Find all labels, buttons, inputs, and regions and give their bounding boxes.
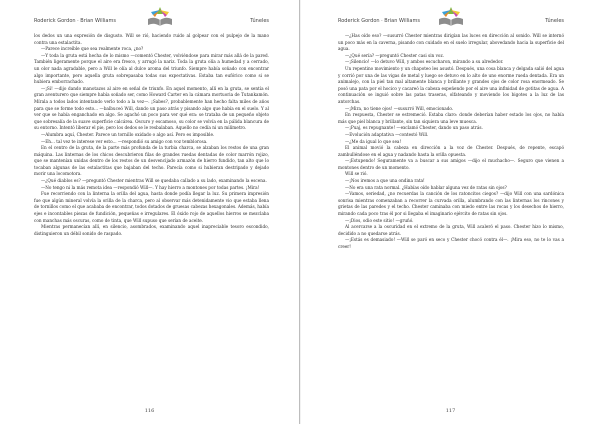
header-author: Roderick Gordon · Brian Williams bbox=[338, 18, 420, 24]
paragraph: —¡Puaj, es repugnante! —exclamó Chester, dando un paso atrás. bbox=[345, 125, 483, 131]
paragraph: —¡Silencio! —lo detuvo Will, y ambos escucharon, mirando a su alrededor. bbox=[345, 59, 504, 65]
paragraph: —¿Qué diablos es? —preguntó Chester mientras Will se quedaba callado a su lado, examinando la escena. bbox=[41, 178, 267, 184]
paragraph: —¿Has oído eso? —susurró Chester mientras dirigían las luces en dirección al sonido. Will se internó un poco más en la caverna, pisando con cuidado en el suelo irregular, abovedando hacia la superficie del agua. bbox=[338, 33, 564, 52]
body-text bbox=[338, 33, 564, 404]
header-title: Túneles bbox=[545, 18, 564, 24]
paragraph: —¡Nos iremos a que una ondina rata! bbox=[345, 178, 425, 184]
header-author: Roderick Gordon · Brian Williams bbox=[34, 18, 116, 24]
right-page bbox=[300, 0, 600, 424]
paragraph: —¡Mira, no tiene ojos! —susurró Will, emocionado. bbox=[345, 105, 454, 111]
page-number: 116 bbox=[144, 408, 155, 414]
paragraph: —¿Qué sería? —preguntó Chester casi sin voz. bbox=[345, 52, 444, 58]
paragraph: El animal movió la cabeza en dirección a la voz de Chester. Después, de repente, escapó zambulléndose en el agua y nadando hasta la orilla opuesta. bbox=[338, 145, 564, 157]
header-title: Túneles bbox=[250, 18, 269, 24]
paragraph: Al acercarse a la oscuridad en el extremo de la gruta, Will acaleró el paso. Chester hizo lo mismo, decidido a no quedarse atrás. bbox=[338, 224, 564, 236]
running-header bbox=[34, 15, 269, 27]
paragraph: —Eh... tal vez te interese ver esto... —respondió su amigo con voz temblorosa. bbox=[41, 138, 208, 144]
paragraph: —Alumbra aquí, Chester. Parece un tornillo oxidado o algo así. Pero es imposible. bbox=[41, 131, 215, 137]
paragraph: —¡Estupendo! Seguramente va a buscar a sus amigos —dijo el muchacho—. Seguro que vienen a montones dentro de un momento. bbox=[338, 158, 564, 170]
paragraph: En el centro de la gruta, de la parte más profunda de la turbia charca, se alzaban los restos de una gran máquina. Las linternas de los chicos descubrieron filas de grandes ruedas dentadas de color marrón rojizo, que se mantenían unidas dentro de los restos de un desvencijado armazón de hierro fundido, tan alto que lo tocaban algunas de las estalactitas que bajaban del techo. Parecía como si hubieran destripado y dejado morir una locomotora. bbox=[34, 145, 269, 177]
body-text bbox=[34, 33, 269, 404]
paragraph: Fue recorriendo con la linterna la orilla del agua, hasta donde podía llegar la luz. Su primera impresión fue que algún mineral volvía la orilla de la charca, pero al observar más detenidamente vio que estaba llena de tornillos como el que acababa de encontrar, todos dotados de gruesas cabezas hexagonales. Además, había ejes e incontables piezas de fundición, pequeñas e irregulares. El óxido rojo de aquellos hierros se mezclaba con manchas más oscuras, como de tinta, que Will supuso que serían de aceite. bbox=[34, 191, 269, 223]
paragraph: —¡Dios, odio este sitio! —gruñó. bbox=[345, 217, 414, 223]
paragraph: —¿Me da igual lo que sea! bbox=[345, 138, 402, 144]
paragraph: —Evolución adaptativa —contestó Will. bbox=[345, 131, 429, 137]
paragraph: —No tengo ni la más remota idea —respondió Will—. Y hay hierro a montones por todas partes. ¡Mira! bbox=[41, 184, 260, 190]
paragraph: —Y toda la gruta está hecha de lo mismo —comentó Chester, volviéndose para mirar más allá de la pared. También ligeramente porque el aire era fresco, y arrugó la nariz. Toda la gruta olía a humedad y a cerrado, un olor nada agradable, pero a Will le olía al dulce aroma del triunfo. Siempre había soñado con encontrar algo importante, pero aquella gruta sobrepasaba todas sus expectativas. Estaba tan eufórico como si se hubiera emborrachado. bbox=[34, 52, 269, 85]
paragraph: —¡Estás es demasiado! —Will se paró en seco y Chester chocó contra él—. ¡Mira eso, no te lo vas a creer! bbox=[338, 237, 564, 249]
paragraph: los dedos un una expresión de disgusto. Will se rió, haciendo ruido al golpear con el pulpejo de la mano contra una estalactita. bbox=[34, 33, 269, 45]
paragraph: En respuesta, Chester se estremeció. Estaba claro: donde deberían haber estado los ojos, no había más que piel blanca y brillante, sin tan siquiera una leve muesca. bbox=[338, 112, 564, 124]
page-number: 117 bbox=[445, 408, 456, 414]
paragraph: —¡Sí! —dijo dando manotazos al aire en señal de triunfo. En aquel momento, allí en la gruta, se sentía el gran aventurero que siempre había soñado ser, como Howard Carter en la cámara mortuoria de Tutankamón. Mírala a todos lados intentando verlo todo a la vez—. ¡Sabes?, probablemente han hecho falta miles de años para que se forme todo esto... —balbuceó Will, dando un paso atrás y pisando algo que había en el suelo. Y al ver que se había enganchado en algo. Se agachó un poco para ver qué era: se trataba de un pequeño objeto que sobresalía de la suave superficie calcárea. Oscuro y escamoso, su color se volvía en la pálida blancura de su entorno. Intentó liberar el pie, pero los dedos se le resbalaban. Aquello no cedía ni un milímetro. bbox=[34, 85, 269, 131]
paragraph: Mientras permanecían allí, en silencio, asombrados, examinando aquel inapreciable tesoro escondido, distinguieron un débil sonido de raspado. bbox=[34, 224, 269, 236]
paragraph: Un repentino movimiento y un chapoteo les asustó. Después, una cosa blanca y delgada salió del agua y corrió por una de las vigas de metal y luego se detuvo en lo alto de uno enorme rueda dentada. Era un animalejo, con la piel tan mal altamente blanca y brillante y grandes ojos de color rosa enormeado. Se posó una pata por el hocico y cacareó la cabeza espeñendo por el aire una infinidad de gotitas de agua. A continuación se inguió sobre las patas traseras, olfateando y moviendo los bigotes a la luz de las antorchas. bbox=[338, 65, 564, 104]
paragraph: —No era una rata normal. ¿Habías oído hablar alguna vez de ratas sin ojos? bbox=[345, 184, 507, 190]
paragraph: Will se rió. bbox=[345, 171, 368, 177]
running-header bbox=[338, 15, 564, 27]
paragraph: —Vamos, seriedad, ¿no recuerdas la canción de los ratoncitos ciegos? —dijo Will con una sardónica sonrisa mientras comenzaban a recorrer la curvada orilla, alumbrando con las linternas los rincones y grietas de las paredes y el techo. Chester caminaba con miedo entre las rocas y los desechos de hierro, mirando cada poco tras él por si llegaba el imaginario ejército de ratas sin ojos. bbox=[338, 191, 564, 217]
paragraph: —Parece increíble que sea realmente roca, ¿no? bbox=[41, 46, 144, 52]
